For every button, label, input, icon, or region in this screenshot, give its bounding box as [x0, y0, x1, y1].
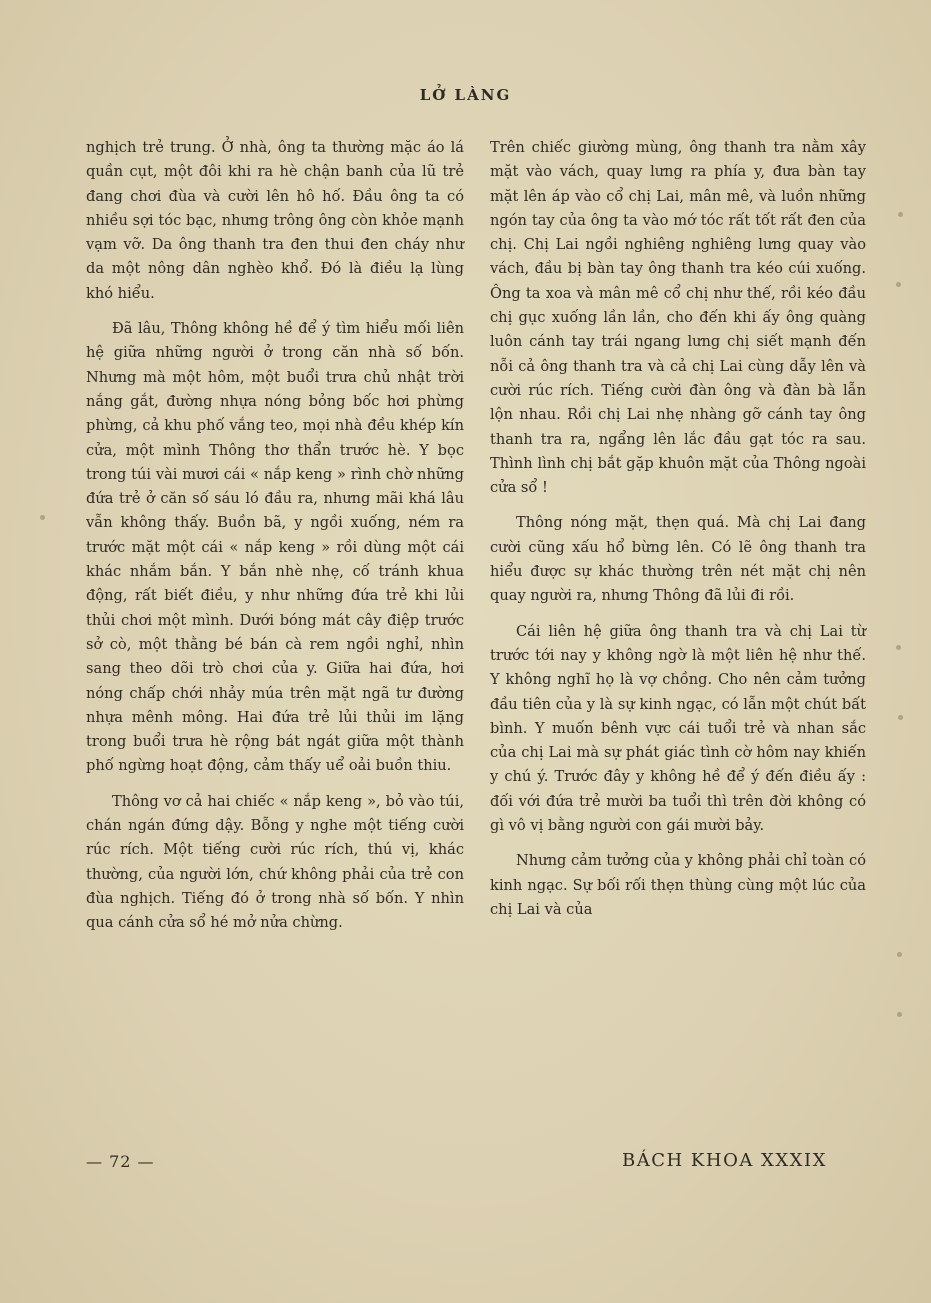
paper-speck	[40, 515, 45, 520]
paragraph: nghịch trẻ trung. Ở nhà, ông ta thường mặc áo lá quần cụt, một đôi khi ra hè chận banh của lũ trẻ đang chơi đùa và cười lên hô hố. Đầu ông ta có nhiều sợi tóc bạc, nhưng trông ông còn khỏe mạnh vạm vỡ. Da ông thanh tra đen thui đen cháy như da một nông dân nghèo khổ. Đó là điều lạ lùng khó hiểu.	[86, 139, 464, 302]
paragraph: Thông nóng mặt, thẹn quá. Mà chị Lai đang cười cũng xấu hổ bừng lên. Có lẽ ông thanh tra hiểu được sự khác thường trên nét mặt chị nên quay người ra, nhưng Thông đã lủi đi rồi.	[490, 514, 866, 605]
paragraph: Nhưng cảm tưởng của y không phải chỉ toàn có kinh ngạc. Sự bối rối thẹn thùng cùng một lúc của chị Lai và của	[490, 852, 866, 918]
paper-speck	[896, 282, 901, 287]
paper-speck	[897, 1012, 902, 1017]
left-column	[86, 136, 464, 947]
paragraph: Cái liên hệ giữa ông thanh tra và chị Lai từ trước tới nay y không ngờ là một liên hệ như thế. Y không nghĩ họ là vợ chồng. Cho nên cảm tưởng đầu tiên của y là sự kinh ngạc, có lẫn một chút bất bình. Y muốn bênh vực cái tuổi trẻ và nhan sắc của chị Lai mà sự phát giác tình cờ hôm nay khiến y chú ý. Trước đây y không hề để ý đến điều ấy : đối với đứa trẻ mười ba tuổi thì trên đời không có gì vô vị bằng người con gái mười bảy.	[490, 622, 866, 835]
paper-speck	[896, 645, 901, 650]
paragraph: Đã lâu, Thông không hề để ý tìm hiểu mối liên hệ giữa những người ở trong căn nhà số bốn. Nhưng mà một hôm, một buổi trưa chủ nhật trời nắng gắt, đường nhựa nóng bỏng bốc hơi phừng phừng, cả khu phố vắng teo, mọi nhà đều khép kín cửa, một mình Thông thơ thẩn trước hè. Y bọc trong túi vài mươi cái « nắp keng » rình chờ những đứa trẻ ở căn số sáu ló đầu ra, nhưng mãi khá lâu vẫn không thấy. Buồn bã, y ngồi xuống, ném ra trước mặt một cái « nắp keng » rồi dùng một cái khác nhắm bắn. Y bắn nhè nhẹ, cố tránh khua động, rất biết điều, y như những đứa trẻ khi lủi thủi chơi một mình. Dưới bóng mát cây điệp trước sở cò, một thằng bé bán cà rem ngồi nghỉ, nhìn sang theo dõi trò chơi của y. Giữa hai đứa, hơi nóng chấp chới nhảy múa trên mặt ngã tư đường nhựa mênh mông. Hai đứa trẻ lủi thủi im lặng trong buổi trưa hè rộng bát ngát giữa một thành phố ngừng hoạt động, cảm thấy uể oải buồn thiu.	[86, 320, 464, 775]
magazine-name: BÁCH KHOA XXXIX	[622, 1150, 827, 1171]
right-column	[490, 136, 866, 933]
page-title: LỞ LÀNG	[419, 86, 512, 104]
paragraph: Thông vơ cả hai chiếc « nắp keng », bỏ vào túi, chán ngán đứng dậy. Bỗng y nghe một tiếng cười rúc rích. Một tiếng cười rúc rích, thú vị, khác thường, của người lớn, chứ không phải của trẻ con đùa nghịch. Tiếng đó ở trong nhà số bốn. Y nhìn qua cánh cửa sổ hé mở nửa chừng.	[86, 792, 464, 932]
paragraph: Trên chiếc giường mùng, ông thanh tra nằm xây mặt vào vách, quay lưng ra phía y, đưa bàn tay mặt lên áp vào cổ chị Lai, mân mê, và luồn những ngón tay của ông ta vào mớ tóc rất tốt rất đen của chị. Chị Lai ngồi nghiêng nghiêng lưng quay vào vách, đầu bị bàn tay ông thanh tra kéo cúi xuống. Ông ta xoa và mân mê cổ chị như thế, rồi kéo đầu chị gục xuống lần lần, cho đến khi ấy ông quàng luôn cánh tay trái ngang lưng chị siết mạnh đến nỗi cả ông thanh tra và cả chị Lai cùng dẫy lên và cười rúc rích. Tiếng cười đàn ông và đàn bà lẫn lộn nhau. Rồi chị Lai nhẹ nhàng gỡ cánh tay ông thanh tra ra, ngẩng lên lắc đầu gạt tóc ra sau. Thình lình chị bắt gặp khuôn mặt của Thông ngoài cửa sổ !	[490, 139, 866, 497]
paper-speck	[897, 952, 902, 957]
paper-speck	[898, 715, 903, 720]
page-number: — 72 —	[86, 1152, 155, 1171]
paper-speck	[898, 212, 903, 217]
